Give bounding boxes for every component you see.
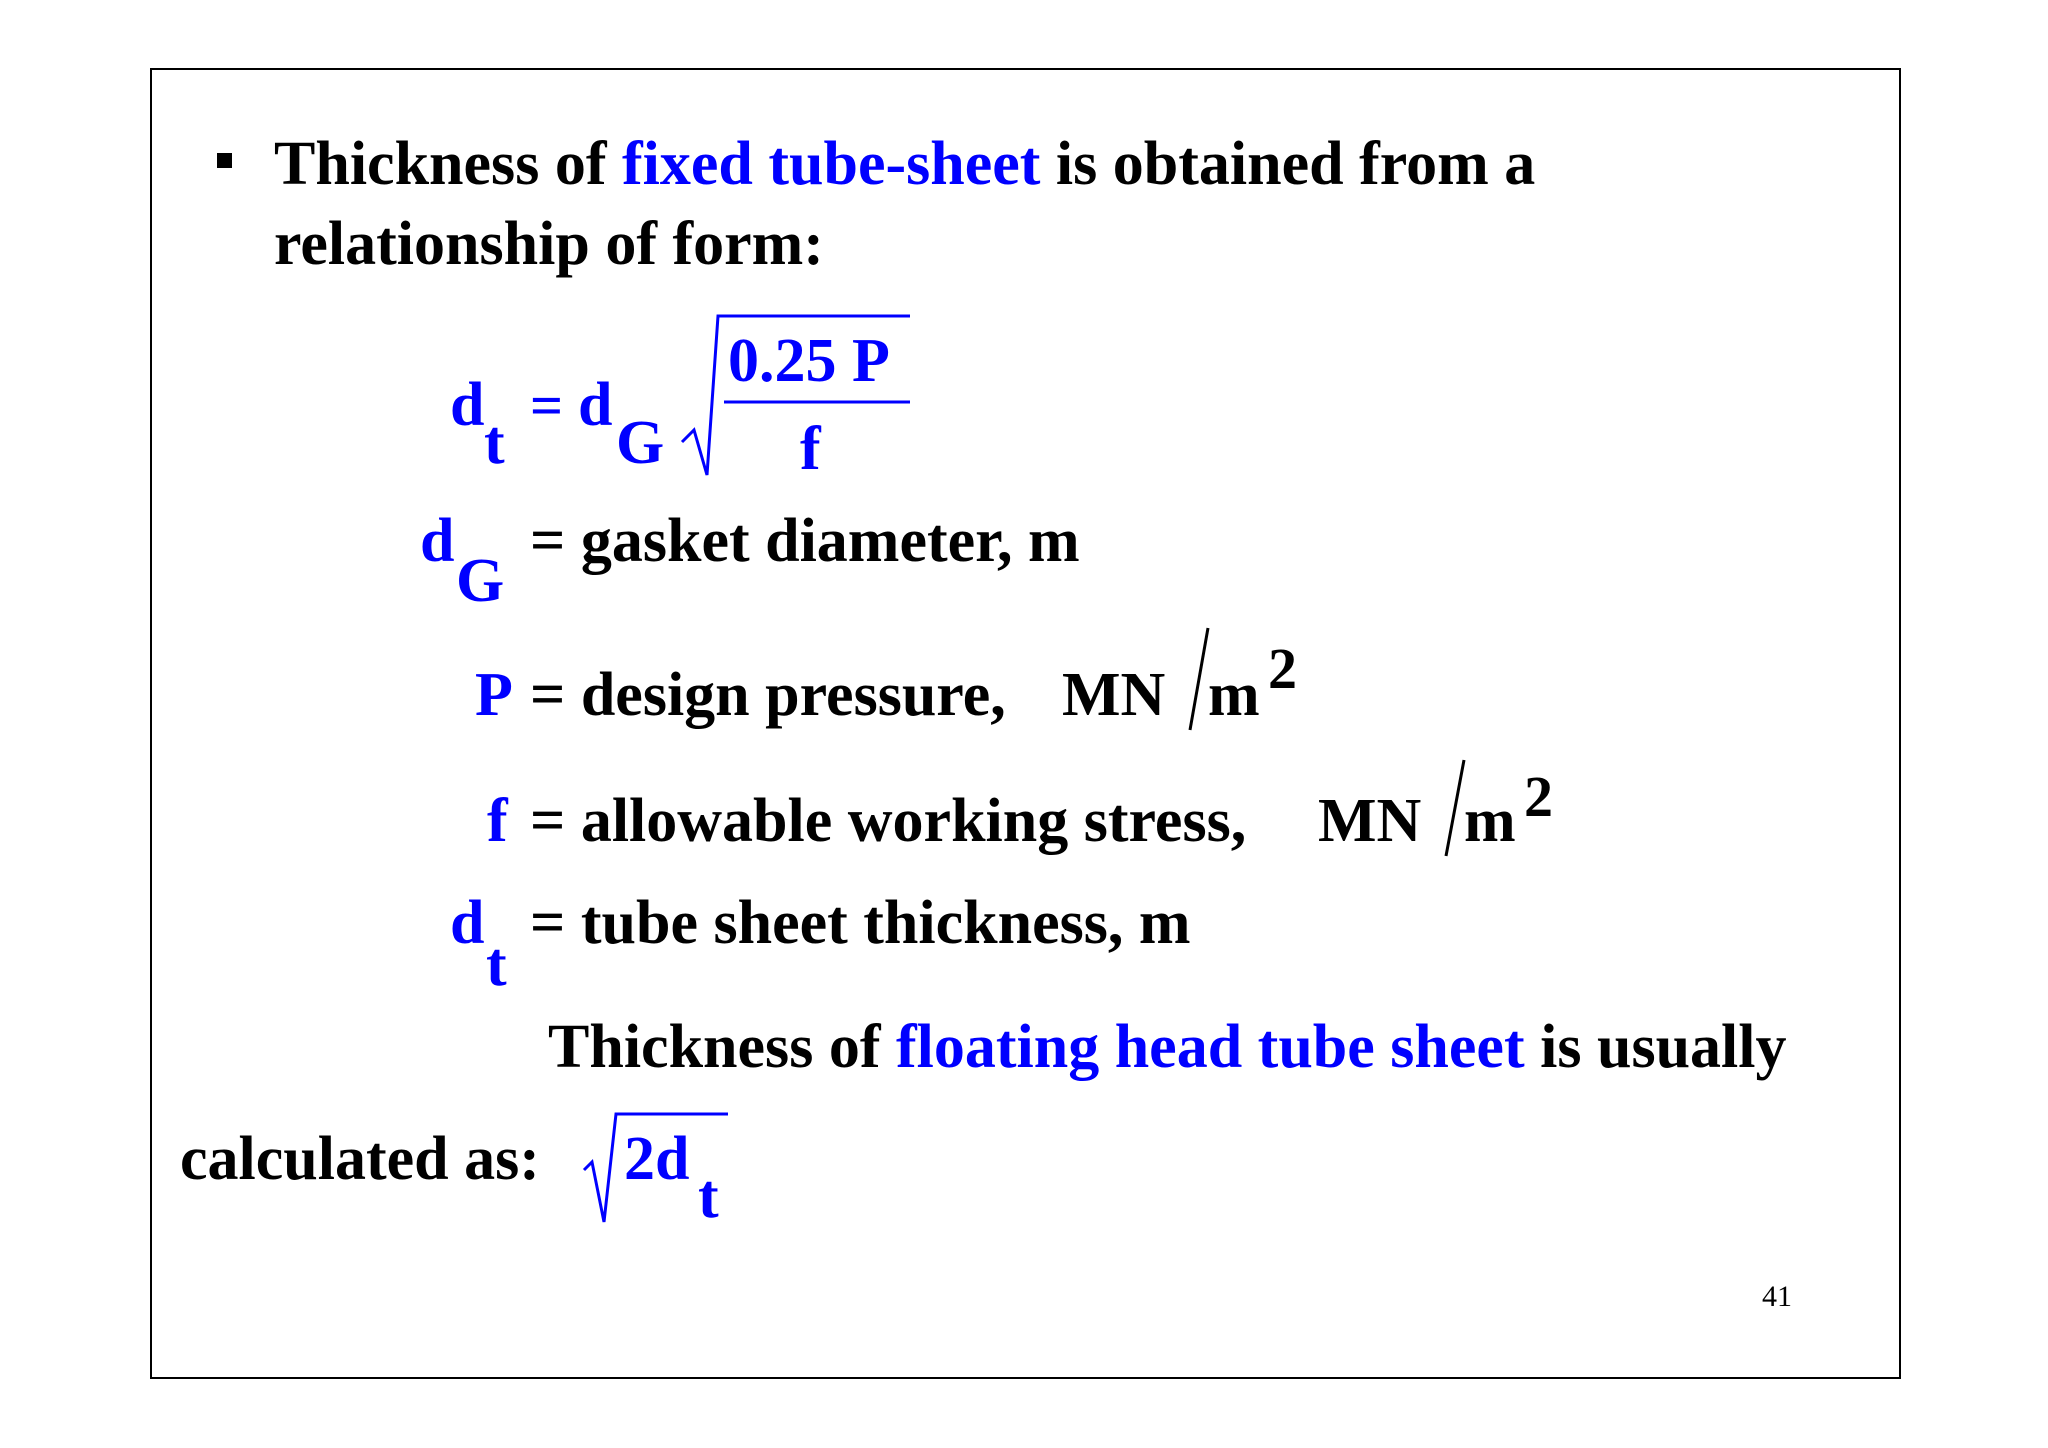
def-symbol: f (487, 787, 508, 855)
calc-root: 2d (624, 1125, 690, 1193)
formula-rhs-sub: G (616, 409, 665, 477)
bullet-text-a: Thickness of (274, 130, 622, 198)
def-text: = allowable working stress, (530, 787, 1247, 855)
def-unit-num: MN (1062, 661, 1166, 729)
bullet-line-2: relationship of form: (274, 210, 824, 278)
def-subscript: t (486, 931, 507, 999)
page-number: 41 (1762, 1280, 1792, 1313)
def-symbol: d (420, 507, 455, 575)
fixed-tube-sheet-highlight: fixed tube-sheet (621, 130, 1041, 198)
calc-sub: t (698, 1163, 719, 1231)
calc-label: calculated as: (180, 1125, 540, 1193)
def-symbol: d (450, 889, 485, 957)
def-unit-exp: 2 (1524, 764, 1553, 829)
formula-lhs-sub: t (484, 409, 505, 477)
def-text: = tube sheet thickness, m (530, 889, 1191, 957)
def-text: = gasket diameter, m (530, 507, 1080, 575)
formula-equals: = (530, 373, 564, 438)
def-unit-den: m (1208, 661, 1260, 729)
formula-denominator: f (800, 415, 821, 483)
floating-text-c: is usually (1524, 1013, 1787, 1081)
formula-lhs-d: d (450, 371, 485, 439)
floating-head-highlight: floating head tube sheet (895, 1013, 1525, 1081)
formula-numerator: 0.25 P (728, 327, 890, 395)
formula-rhs-d: d (578, 371, 613, 439)
def-symbol: P (475, 661, 513, 729)
bullet-text-c: is obtained from a (1040, 130, 1536, 198)
def-unit-num: MN (1318, 787, 1422, 855)
floating-text-a: Thickness of (548, 1013, 896, 1081)
def-unit-den: m (1464, 787, 1516, 855)
def-text: = design pressure, (530, 661, 1006, 729)
def-unit-exp: 2 (1268, 636, 1297, 701)
def-subscript: G (456, 547, 505, 615)
